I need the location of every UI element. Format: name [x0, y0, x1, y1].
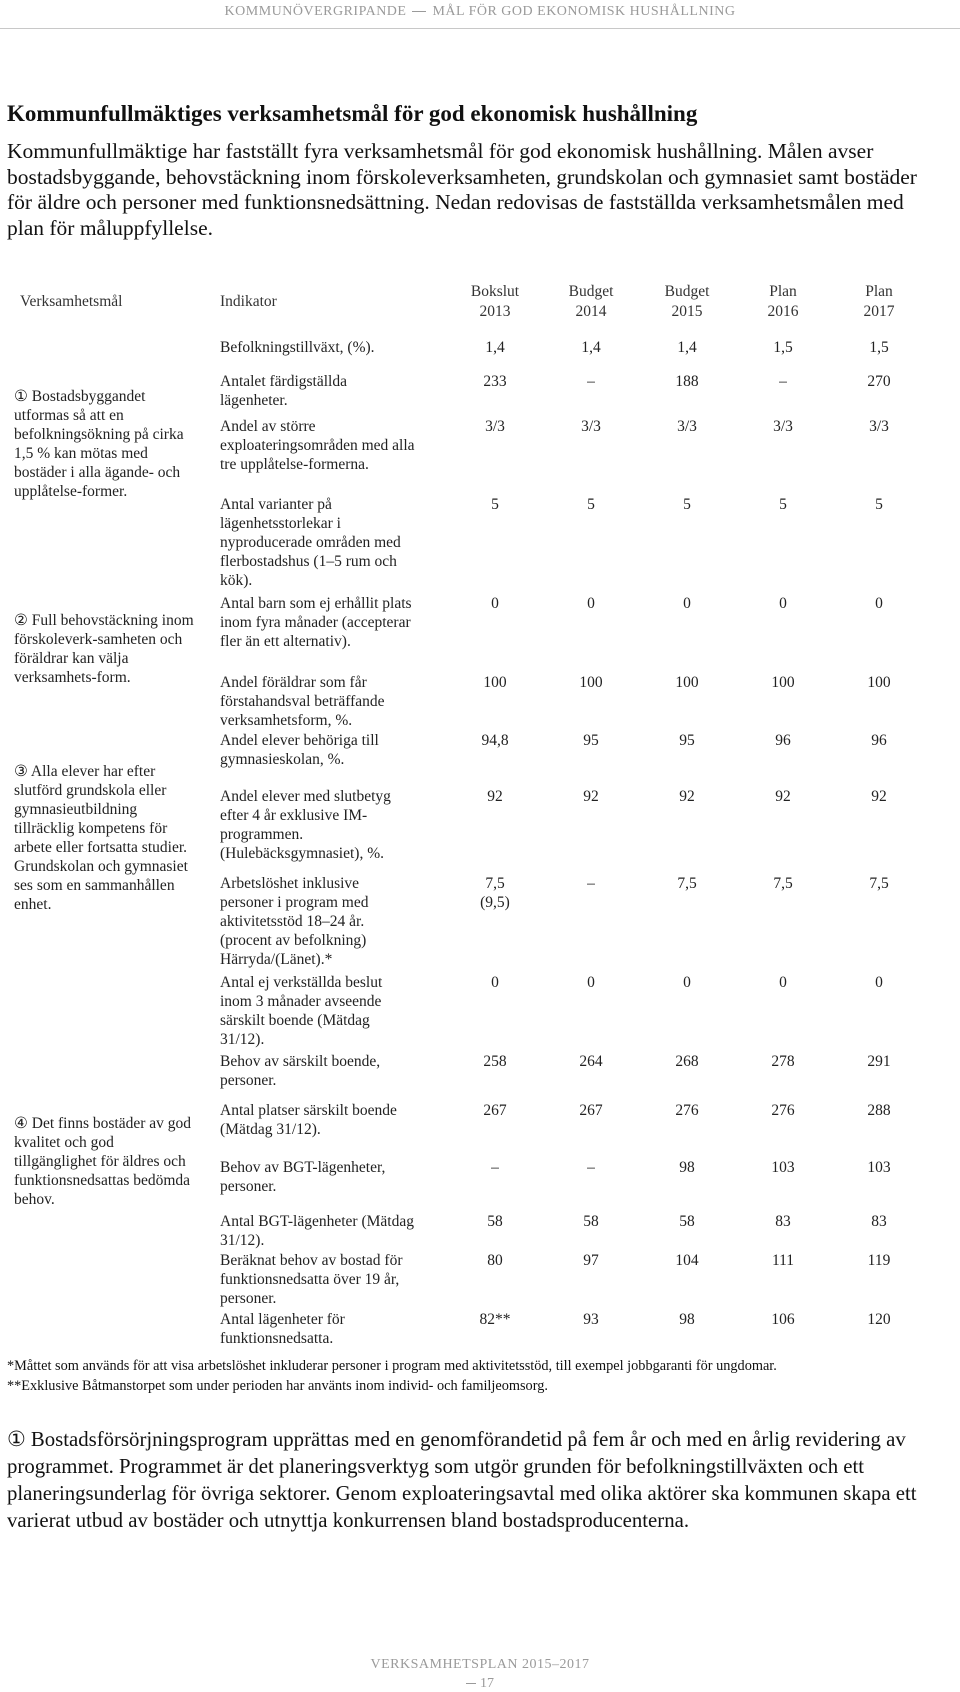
value-cell: 100 [675, 674, 699, 691]
value-cell: 80 [487, 1252, 503, 1269]
value-cell: 0 [587, 595, 595, 612]
value-cell: 93 [583, 1311, 599, 1328]
value-cell: 82** [479, 1311, 511, 1328]
indicator-label: Andel elever behöriga till gymnasieskolan, %. [220, 732, 379, 768]
value-cell: 7,5 [677, 875, 697, 892]
value-cell: 233 [483, 373, 507, 390]
year-header-4 [829, 282, 929, 322]
value-cell: 0 [683, 974, 691, 991]
value-cell: 5 [779, 496, 787, 513]
value-cell: 98 [679, 1159, 695, 1176]
value-cell: 1,4 [485, 339, 505, 356]
value-cell: 98 [679, 1311, 695, 1328]
value-cell: 100 [771, 674, 795, 691]
value-cell: – [491, 1159, 499, 1176]
value-cell: 119 [867, 1252, 891, 1269]
indicator-label: Antal barn som ej erhållit plats inom fyra månader (accepterar fler än ett alternativ). [220, 595, 412, 650]
value-cell: 83 [871, 1213, 887, 1230]
value-cell: 258 [483, 1053, 507, 1070]
year-header-type: Budget [568, 283, 614, 300]
value-cell: 95 [679, 732, 695, 749]
page-title: Kommunfullmäktiges verksamhetsmål för god ekonomisk hushållning [7, 101, 698, 126]
col-header-goal: Verksamhetsmål [20, 293, 123, 310]
year-header-year: 2017 [863, 303, 895, 320]
value-cell: 94,8 [481, 732, 509, 749]
value-cell: 188 [675, 373, 699, 390]
indicator-label: Behov av BGT-lägenheter, personer. [220, 1159, 386, 1195]
value-cell: 92 [679, 788, 695, 805]
value-cell: 58 [583, 1213, 599, 1230]
value-cell: 100 [867, 674, 891, 691]
page-number-dash [466, 1683, 476, 1684]
value-cell: 276 [675, 1102, 699, 1119]
value-cell: 5 [587, 496, 595, 513]
value-cell: 0 [491, 974, 499, 991]
goal-4: ④ Det finns bostäder av god kvalitet och god tillgänglighet för äldres och funktionsnedsattas bedömda behov. [14, 1115, 192, 1208]
header-dash [412, 11, 426, 12]
value-cell: 100 [579, 674, 603, 691]
value-cell: 96 [775, 732, 791, 749]
value-cell: 58 [679, 1213, 695, 1230]
value-cell: 288 [867, 1102, 891, 1119]
indicator-label: Antal lägenheter för funktionsnedsatta. [220, 1311, 345, 1347]
value-cell: 3/3 [677, 418, 697, 435]
value-cell: 0 [491, 595, 499, 612]
value-cell: 92 [775, 788, 791, 805]
indicator-label: Antal platser särskilt boende (Mätdag 31/12). [220, 1102, 397, 1138]
value-cell: 3/3 [869, 418, 889, 435]
goal-1: ① Bostadsbyggandet utformas så att en befolkningsökning på cirka 1,5 % kan mötas med bostäder i alla ägande- och upplåtelse-former. [14, 388, 184, 500]
value-cell: 1,4 [581, 339, 601, 356]
value-cell: 7,5 [869, 875, 889, 892]
value-cell: 103 [867, 1159, 891, 1176]
value-cell: 92 [487, 788, 503, 805]
indicator-label: Antalet färdigställda lägenheter. [220, 373, 347, 409]
footnote-2: **Exklusive Båtmanstorpet som under perioden har använts inom individ- och familjeomsorg. [7, 1378, 548, 1394]
value-cell: – [587, 373, 595, 390]
indicator-label: Arbetslöshet inklusive personer i program med aktivitetsstöd 18–24 år. (procent av befolkning) Härryda/(Länet).* [220, 875, 369, 968]
value-cell: 278 [771, 1053, 795, 1070]
year-header-type: Plan [865, 283, 893, 300]
header-rule [0, 28, 960, 29]
value-cell: 1,4 [677, 339, 697, 356]
value-cell: 3/3 [485, 418, 505, 435]
goal-2: ② Full behovstäckning inom förskoleverk-samheten och föräldrar kan välja verksamhets-form. [14, 612, 194, 686]
value-cell: – [779, 373, 787, 390]
value-cell: 5 [683, 496, 691, 513]
indicator-label: Antal varianter på lägenhetsstorlekar i nyproducerade områden med flerbostadshus (1–5 rum och kök). [220, 496, 401, 589]
value-cell: 92 [583, 788, 599, 805]
year-header-year: 2013 [479, 303, 511, 320]
value-cell: 270 [867, 373, 891, 390]
col-header-indicator: Indikator [220, 293, 277, 310]
year-header-year: 2014 [575, 303, 607, 320]
value-cell: 96 [871, 732, 887, 749]
header-section: KOMMUNÖVERGRIPANDE [224, 4, 407, 19]
value-cell: 0 [875, 595, 883, 612]
indicator-label: Beräknat behov av bostad för funktionsnedsatta över 19 år, personer. [220, 1252, 403, 1307]
value-cell: 95 [583, 732, 599, 749]
value-cell: 291 [867, 1053, 891, 1070]
value-cell: – [587, 1159, 595, 1176]
year-header-type: Bokslut [470, 283, 520, 300]
value-cell: 0 [875, 974, 883, 991]
running-footer: VERKSAMHETSPLAN 2015–2017 [370, 1657, 590, 1672]
program-paragraph: ① Bostadsförsörjningsprogram upprättas med en genomförandetid på fem år och med en årlig revidering av programmet. Programmet är det planeringsverktyg som utgör grunden för befolkningstillväxten och ett planeringsunderlag för övriga sektorer. Genom exploateringsavtal med olika aktörer ska kommunen skapa ett varierat utbud av bostäder och utnyttja konkurrensen bland bostadsproducenterna. [7, 1428, 917, 1532]
value-cell: 267 [579, 1102, 603, 1119]
year-header-1 [541, 282, 641, 322]
year-header-year: 2015 [671, 303, 703, 320]
value-cell: 268 [675, 1053, 699, 1070]
value-cell: 106 [771, 1311, 795, 1328]
value-cell: 92 [871, 788, 887, 805]
value-cell: 100 [483, 674, 507, 691]
footnotes [7, 1356, 777, 1396]
indicator-label: Antal BGT-lägenheter (Mätdag 31/12). [220, 1213, 414, 1249]
year-header-type: Plan [769, 283, 797, 300]
indicator-label: Behov av särskilt boende, personer. [220, 1053, 381, 1089]
value-cell: 5 [875, 496, 883, 513]
value-cell: 3/3 [773, 418, 793, 435]
indicator-label: Befolkningstillväxt, (%). [220, 339, 375, 356]
value-cell: 111 [771, 1252, 795, 1269]
indicator-label: Antal ej verkställda beslut inom 3 månader avseende särskilt boende (Mätdag 31/12). [220, 974, 383, 1048]
value-cell: 1,5 [869, 339, 889, 356]
value-cell: – [587, 875, 595, 892]
value-cell: 5 [491, 496, 499, 513]
value-cell: 97 [583, 1252, 599, 1269]
value-cell: 0 [587, 974, 595, 991]
page-number-value: 17 [480, 1676, 494, 1691]
value-cell: 3/3 [581, 418, 601, 435]
value-cell: 104 [675, 1252, 699, 1269]
footnote-1: *Måttet som används för att visa arbetslöshet inkluderar personer i program med aktivitetsstöd, till exempel jobbgaranti för ungdomar. [7, 1358, 777, 1374]
value-cell: 0 [683, 595, 691, 612]
value-cell: 264 [579, 1053, 603, 1070]
header-topic: MÅL FÖR GOD EKONOMISK HUSHÅLLNING [432, 4, 736, 19]
year-header-3 [733, 282, 833, 322]
indicator-label: Andel av större exploateringsområden med alla tre upplåtelse-formerna. [220, 418, 415, 473]
value-cell: 103 [771, 1159, 795, 1176]
intro-paragraph: Kommunfullmäktige har fastställt fyra verksamhetsmål för god ekonomisk hushållning. Målen avser bostadsbyggande, behovstäckning inom förskoleverksamheten, grundskolan och gymnasiet samt bostäder för äldre och personer med funktionsnedsättning. Nedan redovisas de fastställda verksamhetsmålen med plan för måluppfyllelse. [7, 139, 917, 240]
value-cell: 120 [867, 1311, 891, 1328]
value-cell: 83 [775, 1213, 791, 1230]
year-header-year: 2016 [767, 303, 799, 320]
value-cell: 267 [483, 1102, 507, 1119]
running-header [0, 4, 960, 20]
value-cell: 58 [487, 1213, 503, 1230]
year-header-type: Budget [664, 283, 710, 300]
year-header-0 [445, 282, 545, 322]
value-cell: 1,5 [773, 339, 793, 356]
value-cell: 0 [779, 974, 787, 991]
value-cell: 0 [779, 595, 787, 612]
goal-3: ③ Alla elever har efter slutförd grundskola eller gymnasieutbildning tillräcklig kompetens för arbete eller fortsatta studier. Grundskolan och gymnasiet ses som en sammanhållen enhet. [14, 763, 188, 913]
value-cell: 276 [771, 1102, 795, 1119]
indicator-label: Andel föräldrar som får förstahandsval beträffande verksamhetsform, %. [220, 674, 385, 729]
value-cell: 7,5 [773, 875, 793, 892]
indicator-label: Andel elever med slutbetyg efter 4 år exklusive IM-programmen. (Hulebäcksgymnasiet), %. [220, 788, 391, 862]
value-cell: 7,5 (9,5) [480, 875, 510, 911]
year-header-2 [637, 282, 737, 322]
